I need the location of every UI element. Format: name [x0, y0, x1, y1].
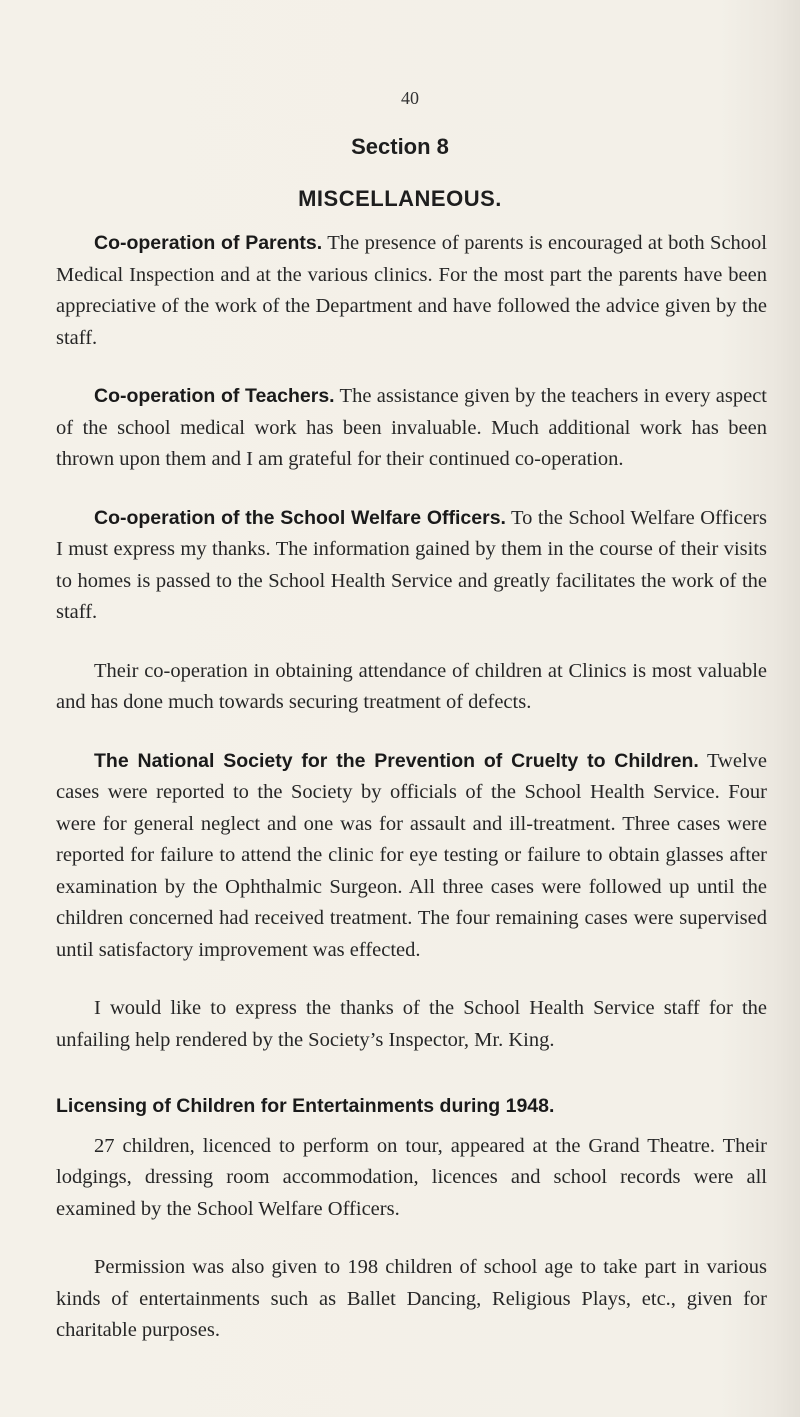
paragraph-text: 27 children, licenced to perform on tour, appeared at the Grand Theatre. Their lodgings, dressing room accommodation, licences and school records were all examined by the School Welfare Officers. [56, 1134, 767, 1220]
section-subtitle: MISCELLANEOUS. [298, 186, 502, 211]
page-number: 40 [401, 88, 419, 108]
paragraph-lead: Co-operation of Parents. [94, 232, 323, 254]
document-body [56, 228, 767, 1374]
paragraph-lead: Co-operation of Teachers. [94, 385, 335, 407]
paragraph-lead: The National Society for the Prevention of Cruelty to Children. [94, 749, 699, 772]
paragraph-text: I would like to express the thanks of the School Health Service staff for the unfailing help rendered by the Society’s Inspector, Mr. King. [56, 997, 767, 1051]
paragraph-welfare-clinics [56, 656, 767, 719]
paragraph-text: Permission was also given to 198 children of school age to take part in various kinds of entertainments such as Ballet Dancing, Religious Plays, etc., given for charitable purposes. [56, 1256, 767, 1341]
section-title: Section 8 [351, 134, 449, 159]
paragraph-licensing-theatre [56, 1131, 767, 1226]
paragraph-text: The presence of parents is encouraged at both School Medical Inspection and at the various clinics. For the most part the parents have been appreciative of the work of the Department and have followed the advice given by the staff. [56, 232, 767, 349]
paragraph-lead: Co-operation of the School Welfare Officers. [94, 506, 506, 529]
paragraph-parents [56, 228, 767, 354]
paragraph-thanks [56, 993, 767, 1056]
paragraph-text: The assistance given by the teachers in every aspect of the school medical work has been invaluable. Much additional work has been thrown upon them and I am grateful for their continued co-operation. [56, 385, 767, 470]
paragraph-text: To the School Welfare Officers I must express my thanks. The information gained by them in the course of their visits to homes is passed to the School Health Service and greatly facilitates the work of the staff. [56, 506, 767, 623]
paragraph-text: Their co-operation in obtaining attendance of children at Clinics is most valuable and has done much towards securing treatment of defects. [56, 659, 767, 713]
heading-licensing: Licensing of Children for Entertainments during 1948. [56, 1095, 555, 1117]
paragraph-teachers [56, 381, 767, 476]
paragraph-licensing-permission [56, 1252, 767, 1347]
paragraph-text: Twelve cases were reported to the Society by officials of the School Health Service. Four were for general neglect and one was for assault and ill-treatment. Three cases were reported for failure to attend the clinic for eye testing or failure to obtain glasses after examination by the Ophthalmic Surgeon. All three cases were followed up until the children concerned had received treatment. The four remaining cases were supervised until satisfactory improvement was effected. [56, 749, 768, 961]
paragraph-nspcc [56, 746, 767, 967]
paragraph-welfare-officers [56, 503, 767, 629]
